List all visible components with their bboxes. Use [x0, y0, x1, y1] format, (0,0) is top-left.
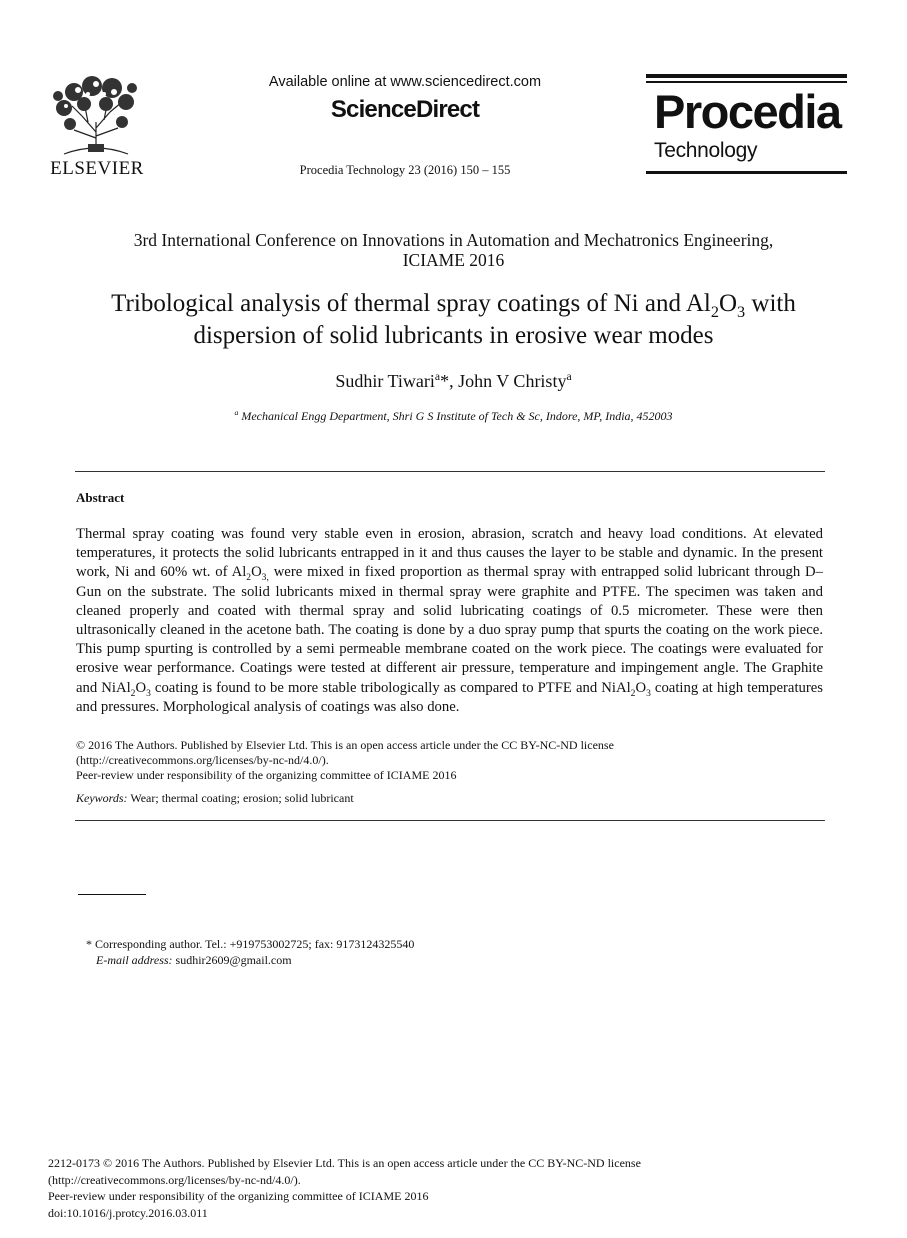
email-address[interactable]: sudhir2609@gmail.com	[172, 953, 292, 967]
abstract-heading: Abstract	[76, 490, 125, 505]
title-sub-2: 2	[710, 303, 719, 321]
procedia-technology-logo	[646, 74, 847, 174]
abstract-o: O	[635, 679, 647, 696]
title-text-c: with	[745, 290, 796, 317]
bottom-issn-license: 2212-0173 © 2016 The Authors. Published by Elsevier Ltd. This is an open access article under the CC BY-NC-ND license	[48, 1156, 641, 1170]
keywords-line	[76, 791, 823, 806]
footnote-contact: * Corresponding author. Tel.: +919753002725; fax: 9173124325540	[86, 937, 415, 951]
paper-title	[50, 288, 857, 352]
author-2-affil-mark: a	[566, 370, 572, 383]
conference-line-1: 3rd International Conference on Innovations in Automation and Mechatronics Engineering,	[133, 230, 774, 250]
title-line-1	[50, 288, 857, 320]
bottom-license-link[interactable]: (http://creativecommons.org/licenses/by-nc-nd/4.0/).	[48, 1172, 301, 1187]
bottom-peer-review: Peer-review under responsibility of the organizing committee of ICIAME 2016	[48, 1189, 429, 1203]
procedia-subtitle: Technology	[654, 139, 758, 162]
title-line-2: dispersion of solid lubricants in erosive wear modes	[193, 322, 714, 349]
abstract-part-1: Thermal spray coating was found very stable even in erosion, abrasion, scratch and heavy load conditions. At elevated temperatures, it protects the solid lubricants entrapped in it and thus causes the layer to be stable and dynamic. In the present work, Ni and 60% wt. of Al	[76, 526, 823, 581]
affiliation-text: Mechanical Engg Department, Shri G S Institute of Tech & Sc, Indore, MP, India, 452003	[238, 409, 673, 423]
keywords-label: Keywords:	[76, 791, 128, 805]
abstract-o: O	[251, 564, 262, 581]
journal-citation: Procedia Technology 23 (2016) 150 – 155	[299, 163, 511, 177]
author-1-affil-mark: a	[434, 370, 441, 383]
footnote-email-line	[86, 952, 414, 968]
sciencedirect-wordmark: ScienceDirect	[330, 96, 480, 123]
corresponding-author-footnote	[86, 936, 414, 968]
abstract-sub: 2	[130, 687, 136, 699]
title-text-a: Tribological analysis of thermal spray coatings of Ni and Al	[111, 290, 711, 317]
abstract-body	[76, 525, 823, 717]
procedia-bottom-bar	[646, 171, 847, 174]
doi[interactable]: doi:10.1016/j.protcy.2016.03.011	[48, 1205, 208, 1220]
keywords-text: Wear; thermal coating; erosion; solid lubricant	[127, 791, 354, 805]
conference-line-2: ICIAME 2016	[402, 250, 505, 270]
abstract-sub: 3	[146, 687, 151, 699]
abstract-sub: 3,	[261, 572, 269, 584]
affiliation	[60, 409, 847, 424]
license-block	[76, 738, 823, 783]
title-sub-3: 3	[737, 303, 746, 321]
author-2: John V Christy	[458, 371, 567, 391]
abstract-o: O	[135, 679, 147, 696]
abstract-part-2: were mixed in fixed proportion as thermal spray with entrapped solid lubricant through D–Gun on the substrate. The solid lubricants mixed in thermal spray were graphite and PTFE. The specimen was taken and cleaned properly and coated with thermal spray and solid lubricating coatings of 0.5 micrometer. These were then ultrasonically cleaned in the acetone bath. The coating is done by a duo spray pump that spurts the coating on the work piece. This pump spurting is controlled by a semi permeable membrane coated on the work piece. The coatings were evaluated for erosive wear performance. Coatings were tested at different air pressure, temperature and impingement angle. The Graphite and NiAl	[76, 564, 823, 696]
footnote-rule	[78, 894, 146, 895]
elsevier-wordmark: ELSEVIER	[50, 158, 144, 179]
abstract-sub: 2	[246, 572, 252, 584]
license-line-1: © 2016 The Authors. Published by Elsevier Ltd. This is an open access article under the CC BY-NC-ND license	[76, 738, 614, 752]
bottom-copyright-block	[48, 1155, 828, 1221]
divider-bottom	[75, 820, 825, 821]
procedia-top-bar	[646, 74, 847, 78]
abstract-sub: 2	[630, 687, 636, 699]
procedia-top-thin-bar	[646, 81, 847, 83]
title-text-b: O	[718, 290, 738, 317]
available-online-text: Available online at www.sciencedirect.com	[268, 74, 542, 90]
license-link[interactable]: (http://creativecommons.org/licenses/by-nc-nd/4.0/).	[76, 753, 329, 767]
abstract-part-4: coating at high temperatures and pressures. Morphological analysis of coatings was also done.	[76, 679, 823, 715]
email-label: E-mail address:	[96, 953, 173, 967]
author-1: Sudhir Tiwari	[335, 371, 435, 391]
divider-top	[75, 471, 825, 472]
abstract-part-3: coating is found to be more stable tribologically as compared to PTFE and NiAl	[150, 679, 631, 696]
procedia-wordmark: Procedia	[654, 85, 841, 138]
license-peer-review: Peer-review under responsibility of the organizing committee of ICIAME 2016	[76, 768, 457, 782]
conference-name	[60, 230, 847, 270]
corresponding-mark: *,	[440, 371, 459, 391]
affiliation-mark: a	[234, 408, 239, 417]
abstract-sub: 3	[646, 687, 651, 699]
author-list	[60, 371, 847, 392]
